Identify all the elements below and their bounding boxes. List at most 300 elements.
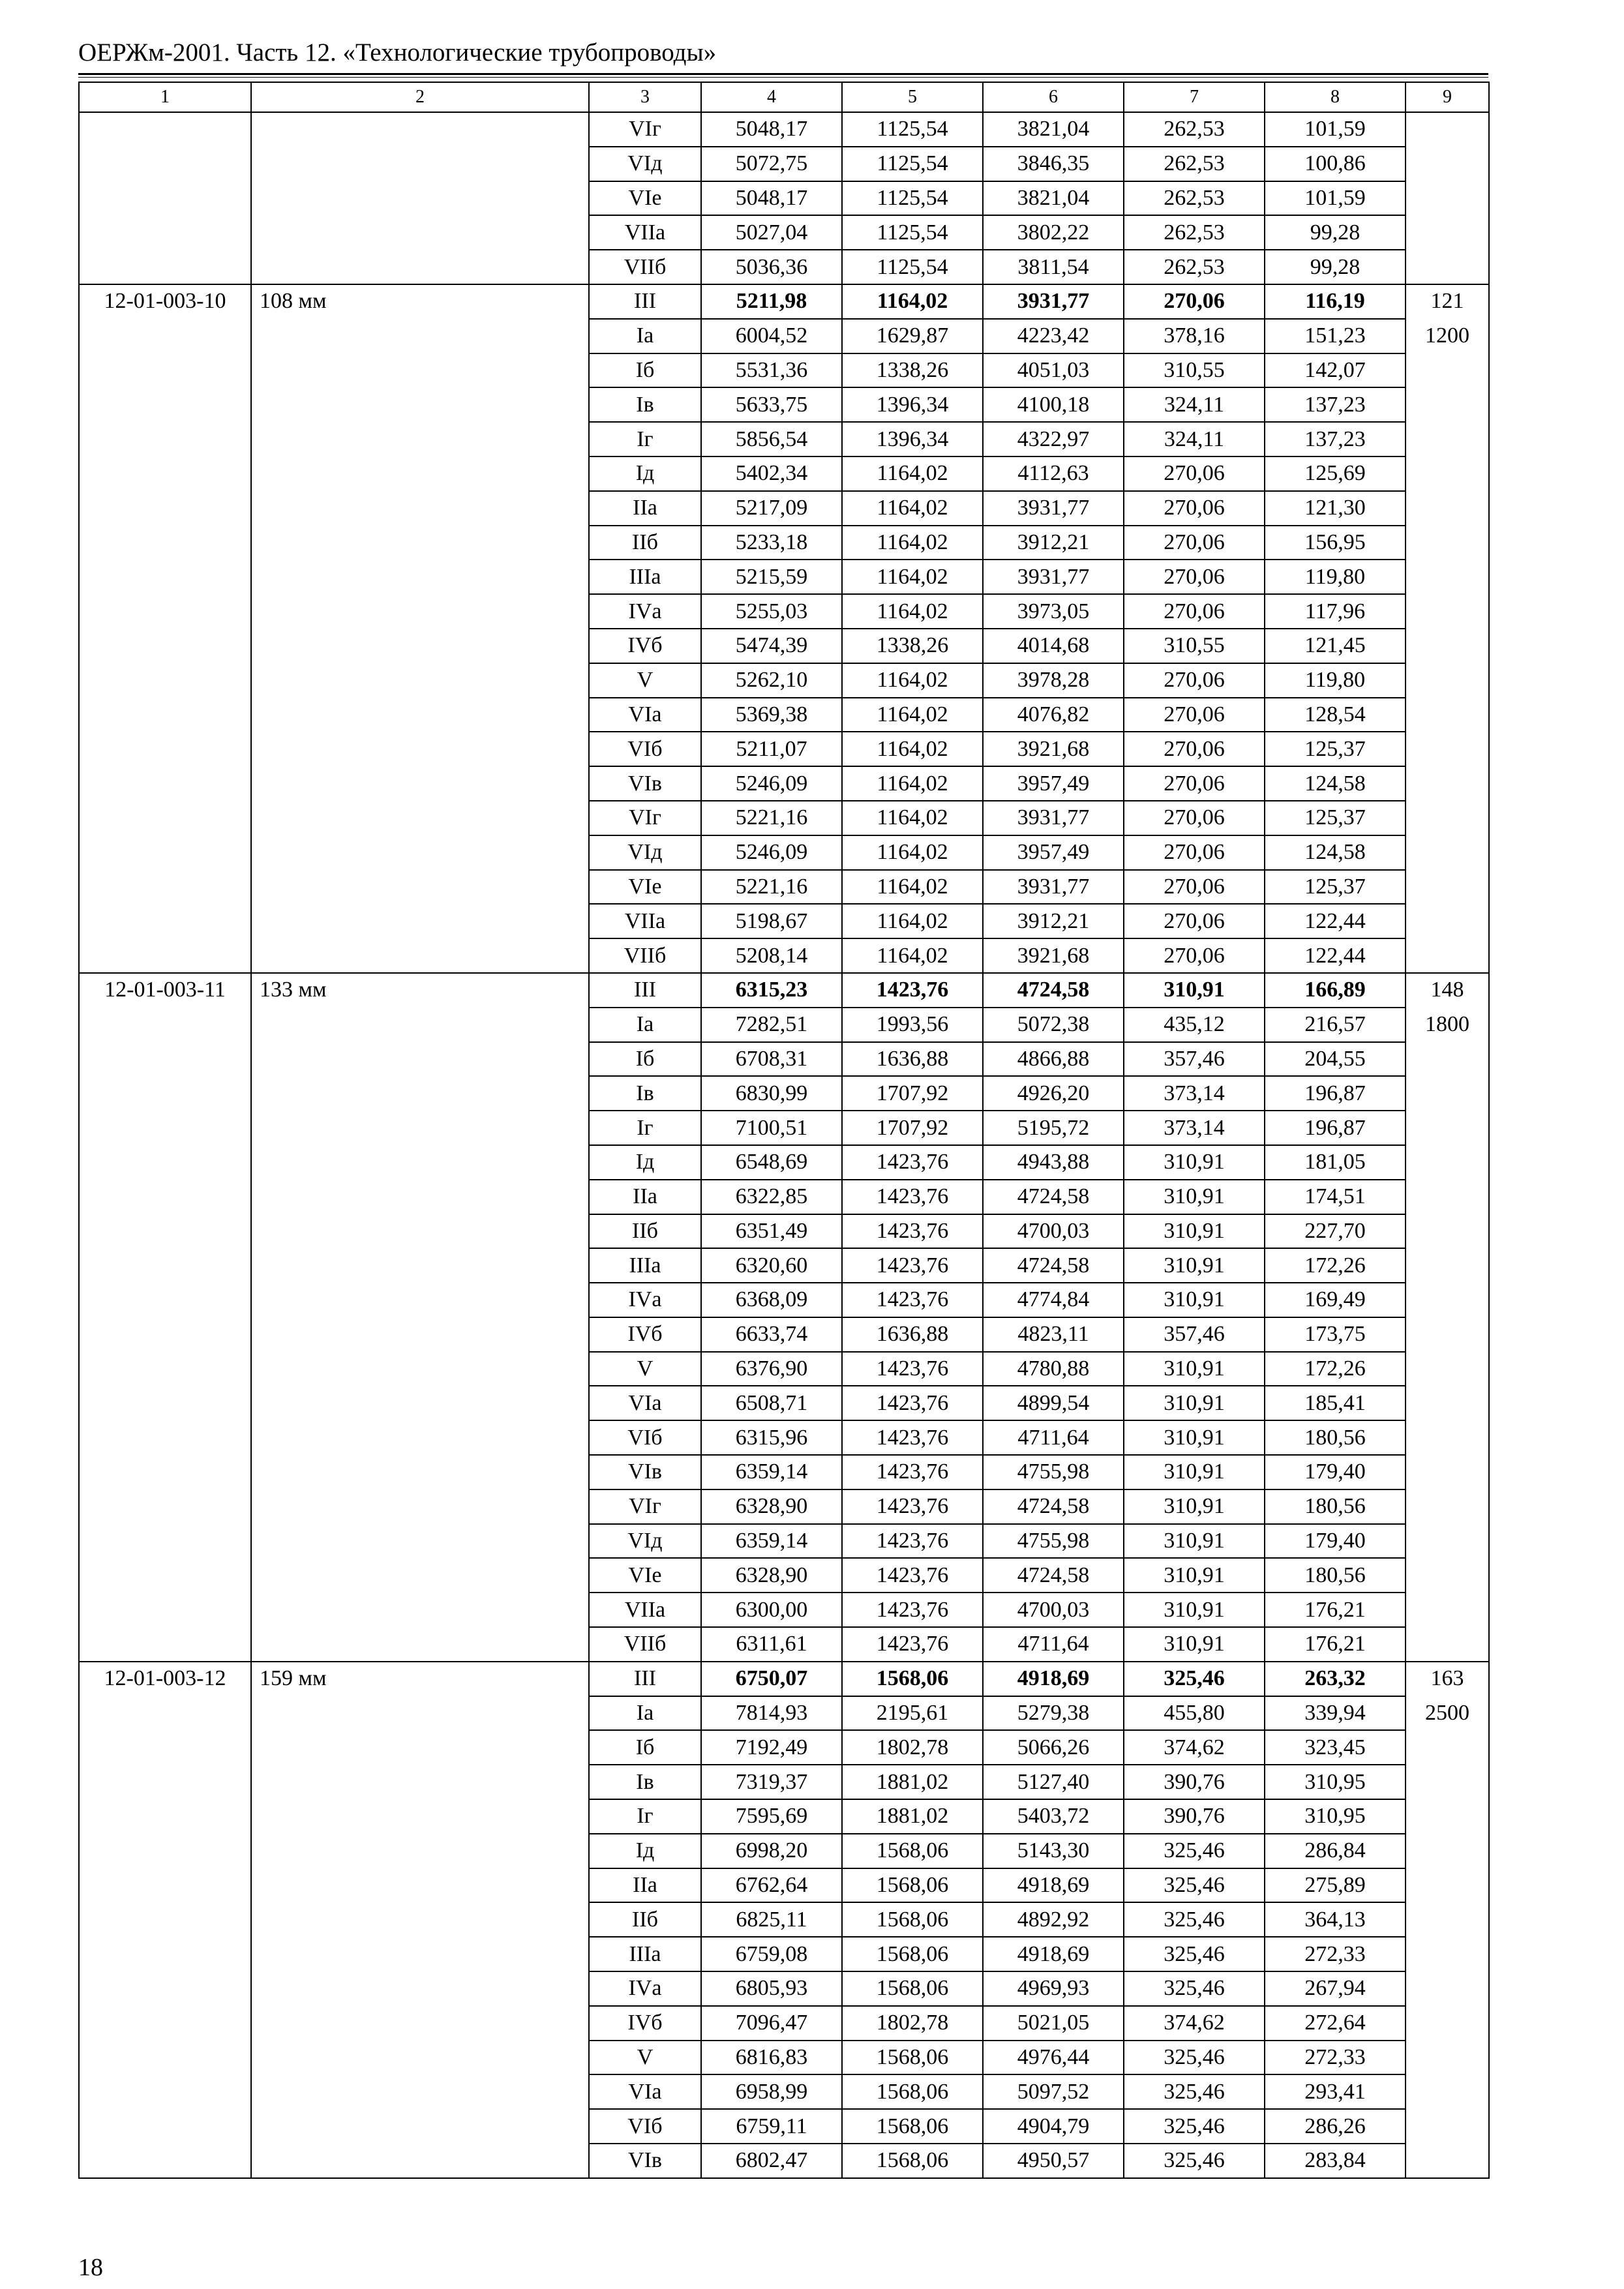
value-cell: 4076,82 <box>983 698 1124 732</box>
value-cell: 1423,76 <box>842 1627 983 1662</box>
value-cell: 310,91 <box>1124 1248 1265 1283</box>
value-cell: 117,96 <box>1265 594 1406 629</box>
value-cell: 5856,54 <box>701 422 842 456</box>
zone-cell: VIд <box>589 1524 701 1559</box>
value-cell: 310,91 <box>1124 1524 1265 1559</box>
value-cell: 180,56 <box>1265 1420 1406 1455</box>
zone-cell: VIб <box>589 2109 701 2144</box>
value-cell: 4780,88 <box>983 1352 1124 1386</box>
column-number: 8 <box>1265 82 1406 112</box>
zone-cell: Iв <box>589 1765 701 1799</box>
value-cell: 119,80 <box>1265 663 1406 698</box>
value-cell: 373,14 <box>1124 1111 1265 1145</box>
value-cell: 4700,03 <box>983 1214 1124 1249</box>
value-cell: 325,46 <box>1124 1662 1265 1696</box>
zone-cell: VIб <box>589 1420 701 1455</box>
value-cell: 1423,76 <box>842 1283 983 1317</box>
value-cell: 270,06 <box>1124 766 1265 801</box>
value-cell: 6300,00 <box>701 1593 842 1627</box>
value-cell: 6633,74 <box>701 1317 842 1352</box>
value-cell: 325,46 <box>1124 1902 1265 1937</box>
value-cell: 310,91 <box>1124 1352 1265 1386</box>
value-cell: 6311,61 <box>701 1627 842 1662</box>
value-cell: 1125,54 <box>842 147 983 181</box>
column-number: 1 <box>79 82 251 112</box>
value-cell: 4700,03 <box>983 1593 1124 1627</box>
value-cell: 5048,17 <box>701 181 842 216</box>
value-cell: 5215,59 <box>701 560 842 594</box>
pipe-diameter: 108 мм <box>251 284 589 973</box>
value-cell: 99,28 <box>1265 215 1406 250</box>
zone-cell: Iб <box>589 1042 701 1077</box>
value-cell: 124,58 <box>1265 835 1406 870</box>
value-cell: 125,37 <box>1265 732 1406 766</box>
value-cell: 364,13 <box>1265 1902 1406 1937</box>
value-cell: 4918,69 <box>983 1868 1124 1903</box>
value-cell: 270,06 <box>1124 835 1265 870</box>
value-cell: 324,11 <box>1124 387 1265 422</box>
value-cell: 5531,36 <box>701 353 842 388</box>
value-cell: 1802,78 <box>842 1730 983 1765</box>
value-cell: 172,26 <box>1265 1352 1406 1386</box>
zone-cell: Iа <box>589 1008 701 1042</box>
value-cell: 1423,76 <box>842 1214 983 1249</box>
zone-cell: Iг <box>589 422 701 456</box>
value-cell: 196,87 <box>1265 1076 1406 1111</box>
value-cell: 180,56 <box>1265 1489 1406 1524</box>
value-cell: 3846,35 <box>983 147 1124 181</box>
value-cell: 5246,09 <box>701 766 842 801</box>
value-cell: 6830,99 <box>701 1076 842 1111</box>
value-cell: 174,51 <box>1265 1180 1406 1214</box>
value-cell: 4866,88 <box>983 1042 1124 1077</box>
value-cell: 4918,69 <box>983 1937 1124 1971</box>
zone-cell: Iб <box>589 1730 701 1765</box>
zone-cell: VIIа <box>589 1593 701 1627</box>
zone-cell: IIб <box>589 526 701 560</box>
value-cell: 4051,03 <box>983 353 1124 388</box>
value-cell: 101,59 <box>1265 112 1406 147</box>
value-cell: 1568,06 <box>842 1662 983 1696</box>
value-cell: 5072,38 <box>983 1008 1124 1042</box>
value-cell: 270,06 <box>1124 938 1265 973</box>
value-cell: 125,37 <box>1265 801 1406 835</box>
value-cell: 272,33 <box>1265 2041 1406 2075</box>
value-cell: 6322,85 <box>701 1180 842 1214</box>
rates-table <box>78 82 1490 2179</box>
zone-cell: IVа <box>589 1283 701 1317</box>
col9-cell <box>1406 1662 1489 2178</box>
value-cell: 216,57 <box>1265 1008 1406 1042</box>
value-cell: 5211,98 <box>701 284 842 319</box>
value-cell: 6548,69 <box>701 1145 842 1180</box>
zone-cell: Iв <box>589 387 701 422</box>
value-cell: 137,23 <box>1265 422 1406 456</box>
value-cell: 4223,42 <box>983 319 1124 353</box>
value-cell: 5048,17 <box>701 112 842 147</box>
value-cell: 7814,93 <box>701 1696 842 1731</box>
value-cell: 3921,68 <box>983 938 1124 973</box>
value-cell: 373,14 <box>1124 1076 1265 1111</box>
value-cell: 3931,77 <box>983 560 1124 594</box>
value-cell: 267,94 <box>1265 1971 1406 2006</box>
value-cell: 4943,88 <box>983 1145 1124 1180</box>
value-cell: 3912,21 <box>983 904 1124 938</box>
value-cell: 4918,69 <box>983 1662 1124 1696</box>
pipe-diameter: 159 мм <box>251 1662 589 2178</box>
value-cell: 4322,97 <box>983 422 1124 456</box>
value-cell: 310,91 <box>1124 1386 1265 1420</box>
value-cell: 6315,23 <box>701 973 842 1008</box>
value-cell: 101,59 <box>1265 181 1406 216</box>
value-cell: 7282,51 <box>701 1008 842 1042</box>
value-cell: 142,07 <box>1265 353 1406 388</box>
value-cell: 6825,11 <box>701 1902 842 1937</box>
value-cell: 262,53 <box>1124 250 1265 284</box>
zone-cell: IIб <box>589 1214 701 1249</box>
value-cell: 4724,58 <box>983 1489 1124 1524</box>
value-cell: 173,75 <box>1265 1317 1406 1352</box>
zone-cell: V <box>589 663 701 698</box>
column-number: 9 <box>1406 82 1489 112</box>
value-cell: 310,55 <box>1124 353 1265 388</box>
col9-cell <box>1406 284 1489 973</box>
zone-cell: VIIб <box>589 1627 701 1662</box>
pipe-diameter <box>251 112 589 284</box>
value-cell: 270,06 <box>1124 560 1265 594</box>
value-cell: 1423,76 <box>842 1180 983 1214</box>
value-cell: 1164,02 <box>842 594 983 629</box>
zone-cell: III <box>589 1662 701 1696</box>
value-cell: 116,19 <box>1265 284 1406 319</box>
value-cell: 310,91 <box>1124 973 1265 1008</box>
value-cell: 1338,26 <box>842 629 983 663</box>
zone-cell: VIв <box>589 1455 701 1489</box>
value-cell: 270,06 <box>1124 491 1265 526</box>
value-cell: 6320,60 <box>701 1248 842 1283</box>
value-cell: 1423,76 <box>842 1145 983 1180</box>
value-cell: 6762,64 <box>701 1868 842 1903</box>
zone-cell: Iд <box>589 1145 701 1180</box>
value-cell: 5127,40 <box>983 1765 1124 1799</box>
value-cell: 6759,11 <box>701 2109 842 2144</box>
zone-cell: IIIа <box>589 1937 701 1971</box>
value-cell: 325,46 <box>1124 1868 1265 1903</box>
value-cell: 390,76 <box>1124 1765 1265 1799</box>
col9-value: 163 <box>1430 1666 1464 1690</box>
value-cell: 270,06 <box>1124 456 1265 491</box>
value-cell: 1423,76 <box>842 1593 983 1627</box>
zone-cell: IVа <box>589 594 701 629</box>
value-cell: 125,37 <box>1265 870 1406 905</box>
value-cell: 374,62 <box>1124 2006 1265 2041</box>
zone-cell: Iа <box>589 1696 701 1731</box>
value-cell: 3973,05 <box>983 594 1124 629</box>
zone-cell: III <box>589 284 701 319</box>
value-cell: 263,32 <box>1265 1662 1406 1696</box>
value-cell: 1396,34 <box>842 422 983 456</box>
value-cell: 1568,06 <box>842 1937 983 1971</box>
value-cell: 1568,06 <box>842 1868 983 1903</box>
value-cell: 5221,16 <box>701 870 842 905</box>
value-cell: 262,53 <box>1124 112 1265 147</box>
table-body <box>79 82 1489 2178</box>
value-cell: 357,46 <box>1124 1317 1265 1352</box>
value-cell: 1164,02 <box>842 904 983 938</box>
value-cell: 6351,49 <box>701 1214 842 1249</box>
value-cell: 169,49 <box>1265 1283 1406 1317</box>
value-cell: 5233,18 <box>701 526 842 560</box>
value-cell: 4950,57 <box>983 2144 1124 2178</box>
col9-value: 121 <box>1430 288 1464 313</box>
value-cell: 270,06 <box>1124 732 1265 766</box>
zone-cell: Iд <box>589 456 701 491</box>
rate-code: 12-01-003-10 <box>79 284 251 973</box>
value-cell: 339,94 <box>1265 1696 1406 1731</box>
column-number: 5 <box>842 82 983 112</box>
value-cell: 1164,02 <box>842 732 983 766</box>
value-cell: 1568,06 <box>842 1971 983 2006</box>
value-cell: 325,46 <box>1124 2041 1265 2075</box>
value-cell: 6315,96 <box>701 1420 842 1455</box>
value-cell: 270,06 <box>1124 870 1265 905</box>
value-cell: 6958,99 <box>701 2074 842 2109</box>
value-cell: 270,06 <box>1124 594 1265 629</box>
value-cell: 4724,58 <box>983 1248 1124 1283</box>
value-cell: 1707,92 <box>842 1076 983 1111</box>
value-cell: 5036,36 <box>701 250 842 284</box>
value-cell: 310,91 <box>1124 1558 1265 1593</box>
value-cell: 270,06 <box>1124 284 1265 319</box>
value-cell: 4711,64 <box>983 1420 1124 1455</box>
value-cell: 310,91 <box>1124 1489 1265 1524</box>
col9-value: 148 <box>1430 977 1464 1002</box>
value-cell: 323,45 <box>1265 1730 1406 1765</box>
value-cell: 1125,54 <box>842 112 983 147</box>
value-cell: 1568,06 <box>842 2074 983 2109</box>
zone-cell: III <box>589 973 701 1008</box>
value-cell: 262,53 <box>1124 147 1265 181</box>
value-cell: 5097,52 <box>983 2074 1124 2109</box>
value-cell: 1164,02 <box>842 284 983 319</box>
zone-cell: IVб <box>589 629 701 663</box>
value-cell: 3921,68 <box>983 732 1124 766</box>
value-cell: 204,55 <box>1265 1042 1406 1077</box>
value-cell: 1164,02 <box>842 938 983 973</box>
value-cell: 227,70 <box>1265 1214 1406 1249</box>
header-rule <box>78 73 1488 75</box>
value-cell: 4892,92 <box>983 1902 1124 1937</box>
value-cell: 6328,90 <box>701 1558 842 1593</box>
value-cell: 325,46 <box>1124 2109 1265 2144</box>
value-cell: 1423,76 <box>842 1524 983 1559</box>
zone-cell: VIIб <box>589 250 701 284</box>
zone-cell: V <box>589 2041 701 2075</box>
value-cell: 176,21 <box>1265 1627 1406 1662</box>
value-cell: 100,86 <box>1265 147 1406 181</box>
value-cell: 310,91 <box>1124 1455 1265 1489</box>
zone-cell: IIIа <box>589 560 701 594</box>
value-cell: 1338,26 <box>842 353 983 388</box>
value-cell: 5072,75 <box>701 147 842 181</box>
value-cell: 4976,44 <box>983 2041 1124 2075</box>
value-cell: 7595,69 <box>701 1799 842 1834</box>
column-number: 3 <box>589 82 701 112</box>
value-cell: 4926,20 <box>983 1076 1124 1111</box>
col9-value: 2500 <box>1425 1701 1469 1726</box>
value-cell: 325,46 <box>1124 1937 1265 1971</box>
value-cell: 6359,14 <box>701 1455 842 1489</box>
value-cell: 6759,08 <box>701 1937 842 1971</box>
value-cell: 2195,61 <box>842 1696 983 1731</box>
zone-cell: VIIа <box>589 215 701 250</box>
value-cell: 7100,51 <box>701 1111 842 1145</box>
value-cell: 5262,10 <box>701 663 842 698</box>
value-cell: 270,06 <box>1124 801 1265 835</box>
value-cell: 1164,02 <box>842 491 983 526</box>
value-cell: 1636,88 <box>842 1042 983 1077</box>
value-cell: 1164,02 <box>842 698 983 732</box>
zone-cell: Iб <box>589 353 701 388</box>
value-cell: 166,89 <box>1265 973 1406 1008</box>
value-cell: 7319,37 <box>701 1765 842 1799</box>
value-cell: 1125,54 <box>842 215 983 250</box>
value-cell: 1396,34 <box>842 387 983 422</box>
value-cell: 3978,28 <box>983 663 1124 698</box>
value-cell: 1164,02 <box>842 560 983 594</box>
value-cell: 181,05 <box>1265 1145 1406 1180</box>
zone-cell: Iв <box>589 1076 701 1111</box>
value-cell: 325,46 <box>1124 1834 1265 1868</box>
value-cell: 1164,02 <box>842 870 983 905</box>
value-cell: 325,46 <box>1124 2144 1265 2178</box>
value-cell: 4724,58 <box>983 973 1124 1008</box>
value-cell: 286,84 <box>1265 1834 1406 1868</box>
zone-cell: V <box>589 1352 701 1386</box>
value-cell: 3931,77 <box>983 801 1124 835</box>
value-cell: 185,41 <box>1265 1386 1406 1420</box>
value-cell: 1423,76 <box>842 1558 983 1593</box>
value-cell: 122,44 <box>1265 938 1406 973</box>
value-cell: 1164,02 <box>842 526 983 560</box>
value-cell: 310,91 <box>1124 1283 1265 1317</box>
value-cell: 3811,54 <box>983 250 1124 284</box>
value-cell: 6004,52 <box>701 319 842 353</box>
value-cell: 4774,84 <box>983 1283 1124 1317</box>
zone-cell: VIб <box>589 732 701 766</box>
value-cell: 4724,58 <box>983 1180 1124 1214</box>
column-number: 2 <box>251 82 589 112</box>
value-cell: 128,54 <box>1265 698 1406 732</box>
zone-cell: VIа <box>589 1386 701 1420</box>
value-cell: 179,40 <box>1265 1455 1406 1489</box>
value-cell: 272,64 <box>1265 2006 1406 2041</box>
value-cell: 435,12 <box>1124 1008 1265 1042</box>
value-cell: 3931,77 <box>983 284 1124 319</box>
zone-cell: Iа <box>589 319 701 353</box>
value-cell: 310,55 <box>1124 629 1265 663</box>
zone-cell: VIг <box>589 801 701 835</box>
value-cell: 99,28 <box>1265 250 1406 284</box>
value-cell: 5211,07 <box>701 732 842 766</box>
value-cell: 270,06 <box>1124 904 1265 938</box>
value-cell: 324,11 <box>1124 422 1265 456</box>
zone-cell: VIе <box>589 181 701 216</box>
value-cell: 7096,47 <box>701 2006 842 2041</box>
value-cell: 5474,39 <box>701 629 842 663</box>
zone-cell: VIа <box>589 2074 701 2109</box>
value-cell: 5217,09 <box>701 491 842 526</box>
zone-cell: IIа <box>589 1180 701 1214</box>
value-cell: 5021,05 <box>983 2006 1124 2041</box>
zone-cell: VIв <box>589 766 701 801</box>
zone-cell: VIв <box>589 2144 701 2178</box>
zone-cell: IIб <box>589 1902 701 1937</box>
zone-cell: VIе <box>589 870 701 905</box>
zone-cell: IVб <box>589 1317 701 1352</box>
value-cell: 4899,54 <box>983 1386 1124 1420</box>
value-cell: 310,91 <box>1124 1627 1265 1662</box>
column-number: 4 <box>701 82 842 112</box>
value-cell: 4755,98 <box>983 1455 1124 1489</box>
value-cell: 4014,68 <box>983 629 1124 663</box>
zone-cell: IIа <box>589 491 701 526</box>
zone-cell: VIд <box>589 835 701 870</box>
value-cell: 1125,54 <box>842 181 983 216</box>
value-cell: 5246,09 <box>701 835 842 870</box>
value-cell: 1164,02 <box>842 766 983 801</box>
value-cell: 4100,18 <box>983 387 1124 422</box>
value-cell: 1423,76 <box>842 1489 983 1524</box>
value-cell: 121,45 <box>1265 629 1406 663</box>
table-row <box>79 973 1489 1008</box>
value-cell: 6708,31 <box>701 1042 842 1077</box>
col9-value: 1200 <box>1425 323 1469 348</box>
value-cell: 5066,26 <box>983 1730 1124 1765</box>
value-cell: 310,91 <box>1124 1214 1265 1249</box>
value-cell: 4823,11 <box>983 1317 1124 1352</box>
value-cell: 293,41 <box>1265 2074 1406 2109</box>
zone-cell: VIг <box>589 112 701 147</box>
value-cell: 3957,49 <box>983 766 1124 801</box>
pipe-diameter: 133 мм <box>251 973 589 1662</box>
value-cell: 325,46 <box>1124 2074 1265 2109</box>
value-cell: 1164,02 <box>842 456 983 491</box>
value-cell: 1125,54 <box>842 250 983 284</box>
value-cell: 275,89 <box>1265 1868 1406 1903</box>
zone-cell: Iг <box>589 1799 701 1834</box>
zone-cell: VIе <box>589 1558 701 1593</box>
table-row <box>79 112 1489 147</box>
value-cell: 455,80 <box>1124 1696 1265 1731</box>
value-cell: 1423,76 <box>842 973 983 1008</box>
value-cell: 283,84 <box>1265 2144 1406 2178</box>
value-cell: 262,53 <box>1124 181 1265 216</box>
zone-cell: VIа <box>589 698 701 732</box>
zone-cell: Iг <box>589 1111 701 1145</box>
value-cell: 6328,90 <box>701 1489 842 1524</box>
col9-value: 1800 <box>1425 1012 1469 1037</box>
rate-code: 12-01-003-12 <box>79 1662 251 2178</box>
header-rule-thin <box>78 77 1488 78</box>
zone-cell: IVа <box>589 1971 701 2006</box>
value-cell: 121,30 <box>1265 491 1406 526</box>
value-cell: 3912,21 <box>983 526 1124 560</box>
value-cell: 6998,20 <box>701 1834 842 1868</box>
value-cell: 6376,90 <box>701 1352 842 1386</box>
value-cell: 1568,06 <box>842 2041 983 2075</box>
value-cell: 3957,49 <box>983 835 1124 870</box>
